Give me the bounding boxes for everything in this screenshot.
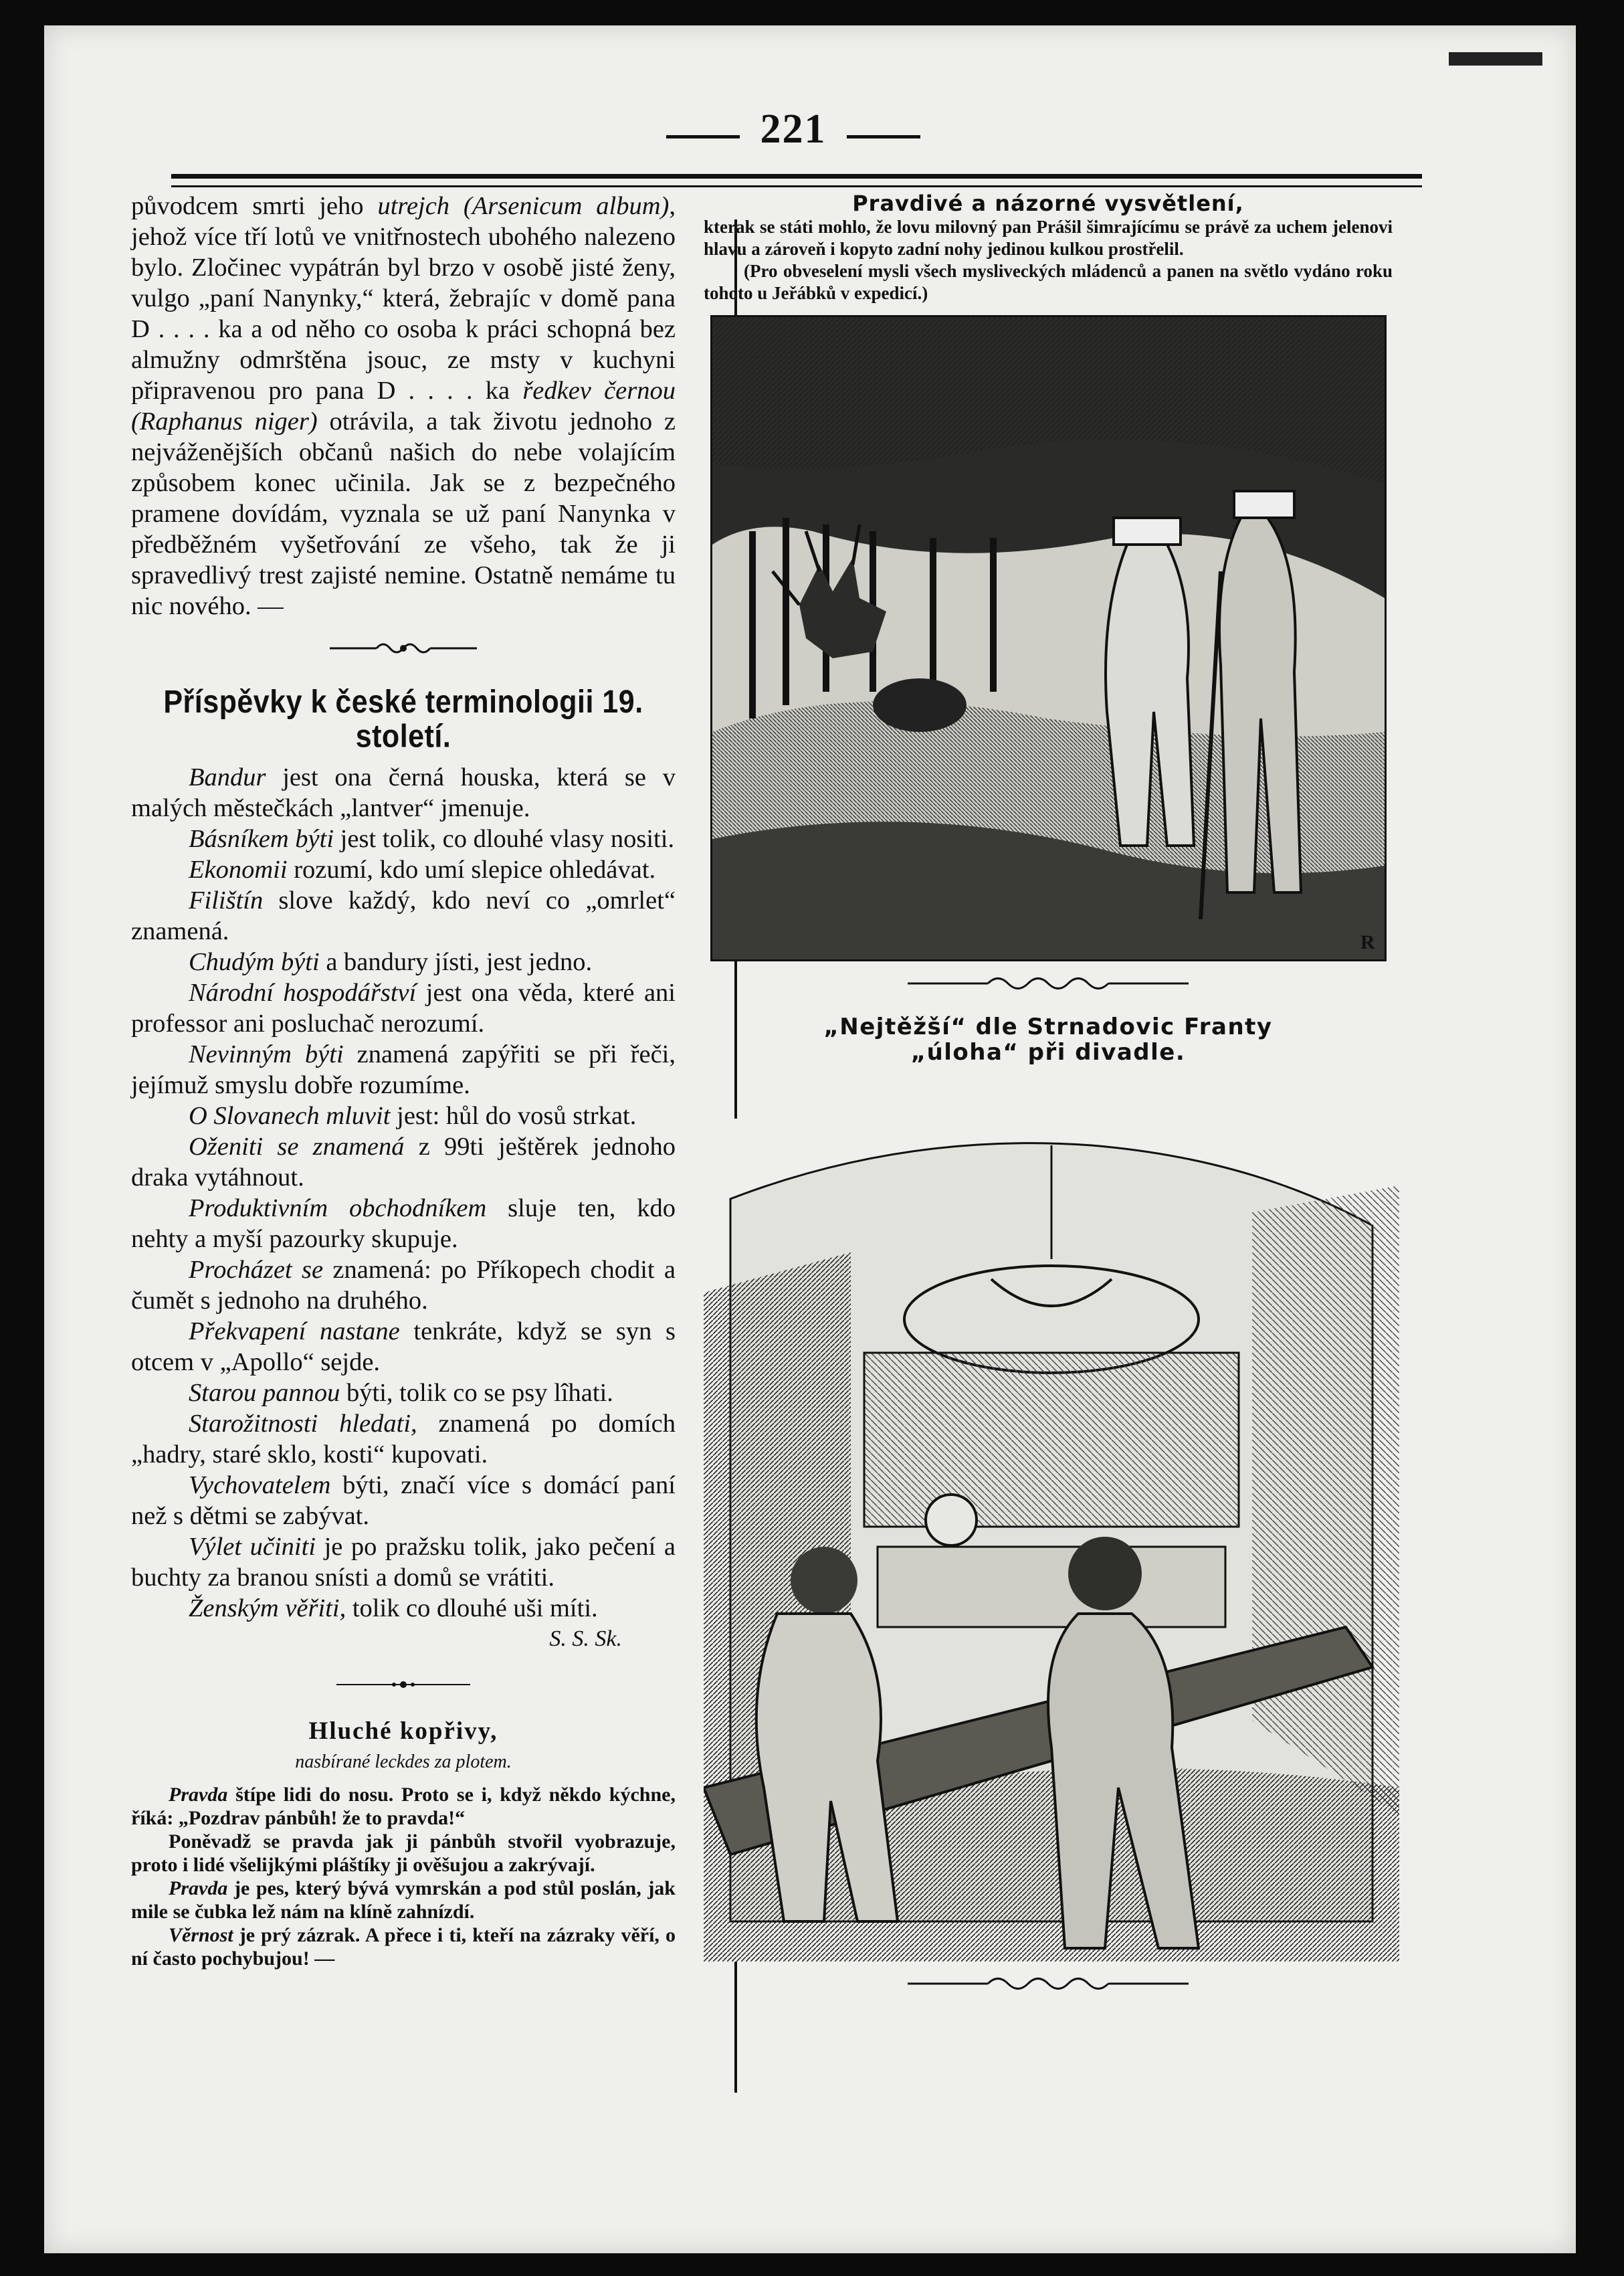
nettles-paragraph (131, 1923, 676, 1970)
italic-term: utrejch (Arsenicum album) (377, 192, 670, 220)
entry-text: jest: hůl do vosů strkat. (390, 1102, 637, 1130)
entry-text: sluje ten, kdo nehty a myší pazourky skupuje. (131, 1194, 676, 1253)
nettles-term: Pravda (169, 1784, 228, 1806)
header-rule (171, 174, 1422, 187)
nettles-text: Poněvadž se pravda jak ji pánbůh stvořil vyobrazuje, proto i lidé všelijkými pláštíky ji ověšujou a zakrývají. (131, 1830, 676, 1876)
terminology-entry (131, 947, 676, 977)
entry-text: rozumí, kdo umí slepice ohledávat. (287, 856, 656, 884)
entry-text: je po pražsku tolik, jako pečení a buchty za branou snísti a domů se vrátiti. (131, 1533, 676, 1592)
entry-term: Produktivním obchodníkem (189, 1194, 487, 1222)
terminology-entry (131, 1531, 676, 1593)
illustration-1-description: kterak se státi mohlo, že lovu milovný pan Prášil šimrajícímu se právě za uchem jelenovi hlavu a zároveň i kopyto zadní nohy jedinou kulkou prostřelil. (Pro obveselení mysli všech mysliveckých mládenců a panen na světlo vydáno roku tohoto u Jeřábků v expedicí.) (704, 217, 1393, 303)
illustration-2-caption-line1: „Nejtěžší“ dle Strnadovic Franty (823, 1014, 1273, 1040)
entry-term: Překvapení nastane (189, 1317, 400, 1345)
entry-text: a bandury jísti, jest jedno. (319, 948, 593, 976)
nettles-term: Pravda (169, 1877, 228, 1899)
terminology-entry (131, 762, 676, 824)
terminology-entry (131, 1470, 676, 1531)
terminology-entry (131, 854, 676, 885)
entry-text: jest tolik, co dlouhé vlasy nositi. (334, 825, 675, 853)
nettles-text: je pes, který bývá vymrskán a pod stůl poslán, jak mile se čubka lež nám na klíně zahnízdí. (131, 1877, 676, 1923)
hunters-and-stag-illustration (710, 315, 1387, 961)
entry-term: Procházet se (189, 1256, 324, 1284)
terminology-entry (131, 1408, 676, 1470)
entry-term: Ekonomii (189, 856, 288, 884)
entry-term: Výlet učiniti (189, 1533, 316, 1561)
illustration-2-caption-line2: „úloha“ při divadle. (910, 1039, 1186, 1066)
entry-text: jest ona černá houska, která se v malých městečkách „lantver“ jmenuje. (131, 763, 676, 822)
page-number: 221 (673, 106, 914, 153)
terminology-entry (131, 1316, 676, 1378)
section-title: Příspěvky k české terminologii 19. století. (163, 684, 643, 755)
ornament-divider-right (704, 972, 1393, 1001)
hunters-and-stag-engraving (712, 317, 1385, 959)
entry-term: Národní hospodářství (189, 979, 417, 1007)
nettles-term: Věrnost (169, 1924, 233, 1946)
ornament-divider-bottom (704, 1972, 1393, 2001)
signature: S. S. Sk. (549, 1626, 622, 1651)
entry-term: Vychovatelem (189, 1471, 331, 1499)
terminology-list (131, 762, 676, 1624)
entry-text: jest ona věda, které ani professor ani posluchač nerozumí. (131, 979, 676, 1038)
opening-paragraph: původcem smrti jeho utrejch (Arsenicum album), jehož více tří lotů ve vnitřnostech ubohého nalezeno bylo. Zločinec vypátrán byl brzo v osobě jisté ženy, vulgo „paní Nanynky,“ která, žebrajíc v domě pana D . . . . ka a od něho co osoba k práci schopná bez almužny odmrštěna jsouc, ze msty v kuchyni připravenou pro pana D . . . . ka ředkev černou (Raphanus niger) otrávila, a tak životu jednoho z nejváženějších občanů našich do nebe volajícím způsobem konec učinila. Jak se z bezpečného pramene dovídám, vyznala se už paní Nanynka v předběžném vyšetřování ze všeho, tak že ji spravedlivý trest zajisté nemine. Ostatně nemáme tu nic nového. — (131, 192, 676, 620)
theatre-stagehands-illustration (704, 1119, 1399, 1962)
nettles-text: štípe lidi do nosu. Proto se i, když někdo kýchne, říká: „Pozdrav pánbůh! že to pravda!“ (131, 1784, 676, 1829)
entry-term: Ženským věřiti, (189, 1594, 346, 1622)
nettles-text (131, 1783, 676, 1970)
entry-term: Básníkem býti (189, 825, 334, 853)
entry-text: z 99ti ještěrek jednoho draka vytáhnout. (131, 1133, 676, 1192)
left-column (131, 191, 676, 1970)
entry-term: Chudým býti (189, 948, 320, 976)
nettles-paragraph (131, 1783, 676, 1830)
scan-corner-mark (1449, 52, 1542, 66)
entry-text: býti, tolik co se psy lîhati. (340, 1379, 613, 1407)
terminology-entry (131, 824, 676, 854)
terminology-entry (131, 1593, 676, 1624)
terminology-entry (131, 1193, 676, 1254)
entry-term: Starou pannou (189, 1379, 340, 1407)
italic-term: ředkev černou (Raphanus niger) (131, 377, 676, 436)
entry-term: Starožitnosti hledati, (189, 1410, 417, 1438)
right-column (704, 191, 1393, 2001)
entry-text: znamená po domích „hadry, staré sklo, kosti“ kupovati. (131, 1410, 676, 1468)
entry-term: Oženiti se znamená (189, 1133, 405, 1161)
entry-text: tenkráte, když se syn s otcem v „Apollo“ sejde. (131, 1317, 676, 1376)
ornament-divider (131, 635, 676, 666)
terminology-entry (131, 1101, 676, 1131)
entry-term: Bandur (189, 763, 266, 791)
entry-term: Filištín (189, 886, 264, 915)
artist-monogram: R (1360, 931, 1375, 953)
terminology-entry (131, 1131, 676, 1193)
entry-text: býti, značí více s domácí paní než s dětmi se zabývat. (131, 1471, 676, 1530)
entry-text: slove každý, kdo neví co „omrlet“ znamená. (131, 886, 676, 945)
terminology-entry (131, 977, 676, 1039)
illustration-1-title: Pravdivé a názorné vysvětlení, (852, 191, 1244, 216)
entry-term: Nevinným býti (189, 1040, 344, 1068)
terminology-entry (131, 1039, 676, 1101)
terminology-entry (131, 885, 676, 947)
nettles-paragraph (131, 1877, 676, 1923)
nettles-title: Hluché kopřivy, (308, 1717, 498, 1745)
ornament-divider-small (131, 1668, 676, 1699)
entry-text: tolik co dlouhé uši míti. (346, 1594, 598, 1622)
terminology-entry (131, 1254, 676, 1316)
entry-text: znamená: po Příkopech chodit a čumět s jednoho na druhého. (131, 1256, 676, 1315)
entry-text: znamená zapýřiti se při řeči, jejímuž smyslu dobře rozumíme. (131, 1040, 676, 1099)
theatre-stagehands-engraving (704, 1119, 1399, 1962)
entry-term: O Slovanech mluvit (189, 1102, 391, 1130)
nettles-subtitle: nasbírané leckdes za plotem. (295, 1751, 512, 1772)
terminology-entry (131, 1378, 676, 1408)
nettles-text: je prý zázrak. A přece i ti, kteří na zázraky věří, o ní často pochybujou! — (131, 1924, 676, 1970)
nettles-paragraph (131, 1830, 676, 1877)
